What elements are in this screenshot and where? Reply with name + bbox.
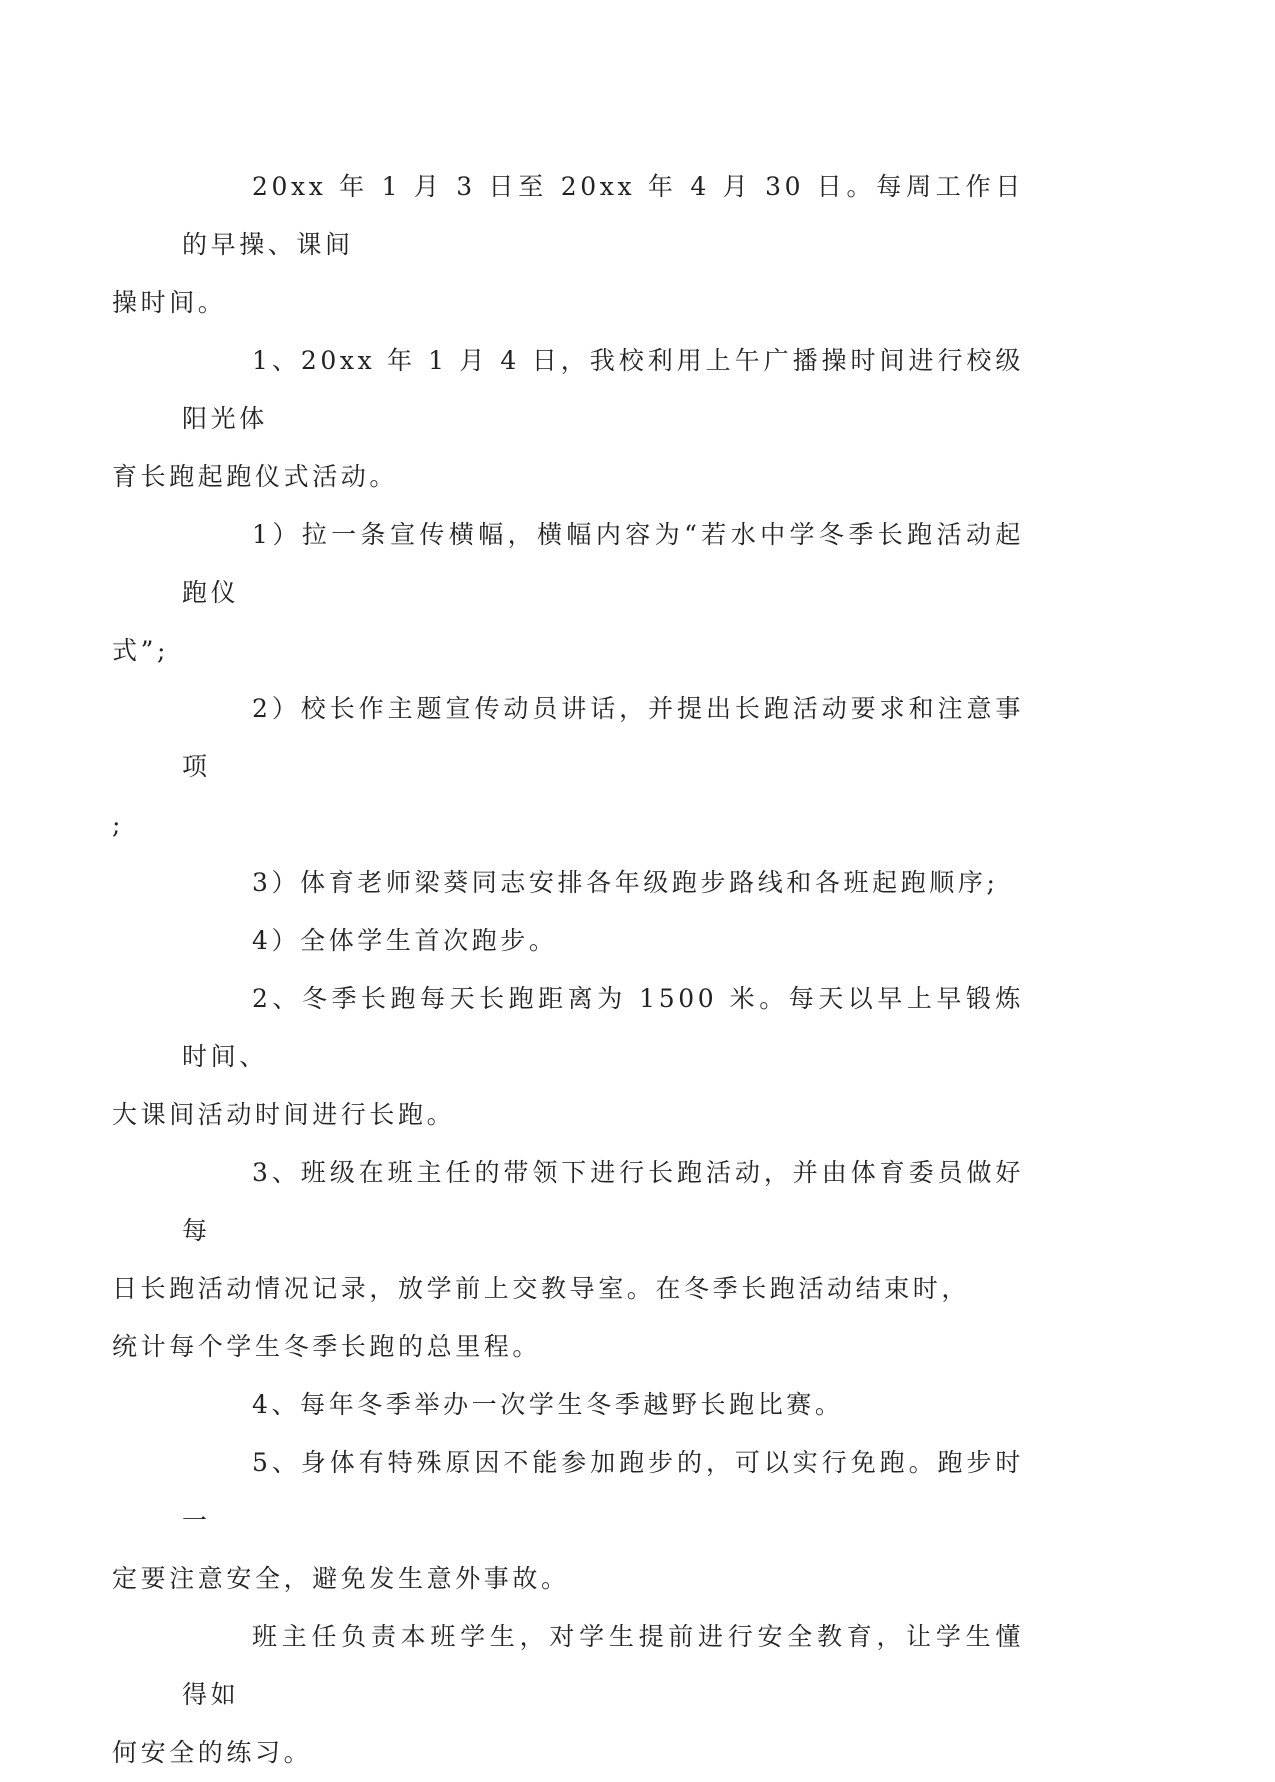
paragraph-item-3 xyxy=(112,1144,1024,1376)
text-line: 何安全的练习。 xyxy=(112,1738,313,1767)
text-line: 2）校长作主题宣传动员讲话，并提出长跑活动要求和注意事项 xyxy=(182,694,1024,781)
text-line: 3、班级在班主任的带领下进行长跑活动，并由体育委员做好每 xyxy=(182,1158,1024,1245)
text-line: ; xyxy=(112,810,125,839)
text-line: 4、每年冬季举办一次学生冬季越野长跑比赛。 xyxy=(252,1390,844,1419)
text-line: 操时间。 xyxy=(112,288,227,317)
text-line: 2、冬季长跑每天长跑距离为 1500 米。每天以早上早锻炼时间、 xyxy=(182,984,1024,1071)
text-line: 育长跑起跑仪式活动。 xyxy=(112,462,399,491)
paragraph-safety xyxy=(112,1608,1024,1782)
paragraph-item-1 xyxy=(112,332,1024,506)
text-line: 班主任负责本班学生，对学生提前进行安全教育，让学生懂得如 xyxy=(182,1622,1024,1709)
paragraph-subitem-2 xyxy=(112,680,1024,854)
text-line: 4）全体学生首次跑步。 xyxy=(252,926,558,955)
paragraph-subitem-4 xyxy=(182,912,1024,970)
text-line: 1）拉一条宣传横幅，横幅内容为“若水中学冬季长跑活动起跑仪 xyxy=(182,520,1024,607)
paragraph-item-5 xyxy=(112,1434,1024,1608)
text-line: 5、身体有特殊原因不能参加跑步的，可以实行免跑。跑步时一 xyxy=(182,1448,1024,1535)
text-line: 3）体育老师梁葵同志安排各年级跑步路线和各班起跑顺序; xyxy=(252,868,999,897)
document-body xyxy=(112,158,1024,1782)
text-line: 统计每个学生冬季长跑的总里程。 xyxy=(112,1332,542,1361)
paragraph-subitem-3 xyxy=(182,854,1024,912)
text-line: 1、20xx 年 1 月 4 日，我校利用上午广播操时间进行校级阳光体 xyxy=(182,346,1024,433)
text-line: 日长跑活动情况记录，放学前上交教导室。在冬季长跑活动结束时， xyxy=(112,1274,971,1303)
text-line: 20xx 年 1 月 3 日至 20xx 年 4 月 30 日。每周工作日的早操、课间 xyxy=(182,172,1024,259)
paragraph-item-4 xyxy=(182,1376,1024,1434)
paragraph-subitem-1 xyxy=(112,506,1024,680)
paragraph-item-2 xyxy=(112,970,1024,1144)
text-line: 大课间活动时间进行长跑。 xyxy=(112,1100,456,1129)
paragraph-time-range xyxy=(112,158,1024,332)
text-line: 定要注意安全，避免发生意外事故。 xyxy=(112,1564,570,1593)
text-line: 式”; xyxy=(112,636,170,665)
